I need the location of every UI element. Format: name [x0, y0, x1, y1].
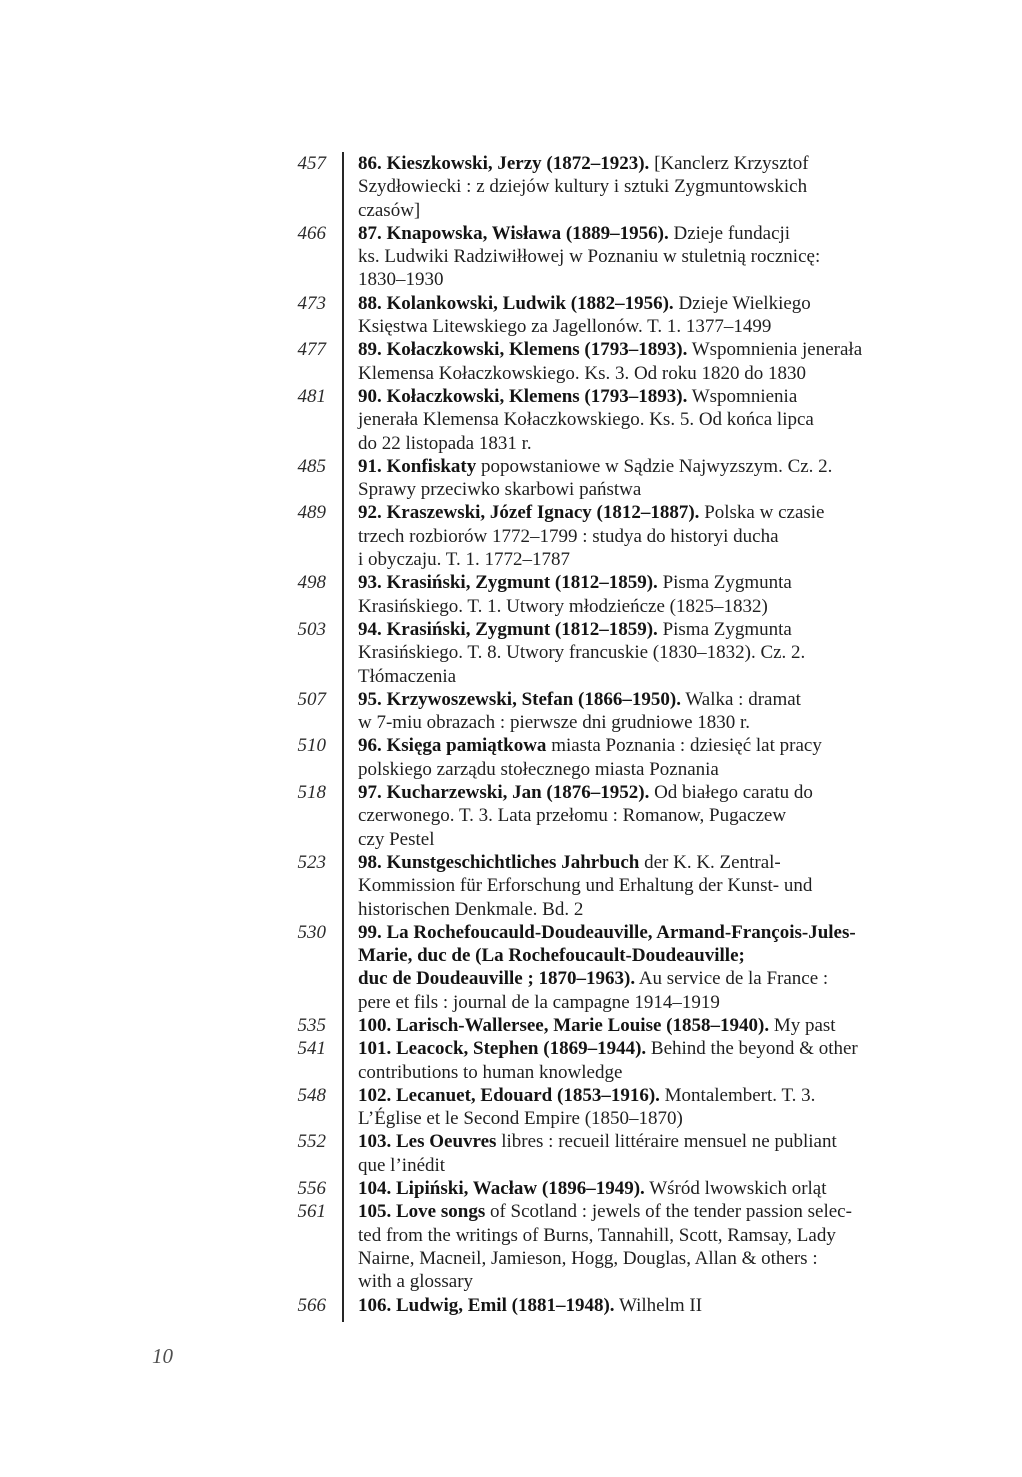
entry-title-text: Pisma Zygmunta: [657, 618, 792, 640]
entry-title-text: Wilhelm II: [614, 1294, 703, 1316]
entry-page-ref: 507: [297, 688, 326, 710]
entry-title-text: Walka : dramat: [680, 688, 801, 710]
entry-page-ref: 535: [297, 1014, 326, 1036]
entry-heading-bold: 96. Księga pamiątkowa: [358, 735, 547, 757]
entry-heading-bold: 91. Konfiskaty: [358, 455, 477, 477]
entry-heading-bold: 102. Lecanuet, Edouard (1853–1916).: [358, 1084, 660, 1106]
entry-page-ref: 481: [297, 385, 326, 407]
entry-row: [0, 1037, 1022, 1084]
entry-title-text: i obyczaju. T. 1. 1772–1787: [358, 549, 570, 571]
entry-heading-bold: 101. Leacock, Stephen (1869–1944).: [358, 1038, 647, 1060]
entry-page-ref: 530: [297, 921, 326, 943]
entry-title-text: w 7-miu obrazach : pierwsze dni grudniowe 1830 r.: [358, 712, 751, 734]
entry-title-text: Dzieje Wielkiego: [673, 292, 811, 314]
entry-title-text: czerwonego. T. 3. Lata przełomu : Romanow, Pugaczew: [358, 805, 787, 827]
entry-heading-bold: 94. Krasiński, Zygmunt (1812–1859).: [358, 618, 658, 640]
entry-row: [0, 851, 1022, 921]
entry-page-ref: 457: [297, 153, 326, 174]
entry-heading-bold: 90. Kołaczkowski, Klemens (1793–1893).: [358, 385, 688, 407]
entry-line: [358, 898, 812, 921]
entry-line: [358, 338, 862, 361]
entry-title-text: czy Pestel: [358, 828, 435, 850]
entry-title-text: popowstaniowe w Sądzie Najwyzszym. Cz. 2.: [476, 455, 833, 477]
page-number: 10: [152, 1344, 173, 1368]
entry-text: [358, 921, 856, 1014]
entry-row: [0, 734, 1022, 781]
entry-page-ref: 473: [297, 292, 326, 314]
entry-row: [0, 618, 1022, 688]
entry-line: [358, 525, 825, 548]
entry-line: [358, 991, 856, 1014]
entry-title-text: Nairne, Macneil, Jamieson, Hogg, Douglas, Allan & others :: [358, 1247, 818, 1269]
entry-text: [358, 571, 792, 618]
entry-line: [358, 432, 814, 455]
entry-title-text: Tłómaczenia: [358, 665, 457, 687]
entry-line: [358, 268, 820, 291]
bibliography-list: [0, 152, 1022, 1317]
entry-heading-bold: 95. Krzywoszewski, Stefan (1866–1950).: [358, 688, 681, 710]
entry-title-text: Wspomnienia: [687, 385, 798, 407]
entry-page-ref: 510: [297, 735, 326, 757]
entry-row: [0, 1200, 1022, 1293]
entry-page-ref: 518: [297, 782, 326, 804]
entry-heading-bold: duc de Doudeauville ; 1870–1963).: [358, 968, 636, 990]
entry-line: [358, 758, 822, 781]
entry-row: [0, 222, 1022, 292]
entry-text: [358, 1014, 836, 1037]
entry-row: [0, 921, 1022, 1014]
entry-title-text: with a glossary: [358, 1271, 474, 1293]
entry-text: [358, 1177, 827, 1200]
entry-line: [358, 1061, 858, 1084]
entry-page-ref: 548: [297, 1084, 326, 1106]
entry-line: [358, 734, 822, 757]
entry-title-text: L’Église et le Second Empire (1850–1870): [358, 1108, 683, 1130]
entry-line: [358, 1200, 852, 1223]
entry-title-text: trzech rozbiorów 1772–1799 : studya do historyi ducha: [358, 525, 779, 547]
entry-line: [358, 1294, 702, 1317]
entry-text: [358, 1200, 852, 1293]
entry-title-text: Krasińskiego. T. 1. Utwory młodzieńcze (1825–1832): [358, 595, 768, 617]
entry-text: [358, 688, 801, 735]
entry-page-ref: 523: [297, 851, 326, 873]
entry-title-text: Szydłowiecki : z dziejów kultury i sztuki Zygmuntowskich: [358, 176, 808, 198]
entry-title-text: der K. K. Zentral-: [639, 851, 781, 873]
entry-line: [358, 1224, 852, 1247]
entry-page-ref: 466: [297, 222, 326, 244]
entry-line: [358, 292, 811, 315]
entry-line: [358, 711, 801, 734]
entry-text: [358, 338, 862, 385]
entry-title-text: Klemensa Kołaczkowskiego. Ks. 3. Od roku 1820 do 1830: [358, 362, 807, 384]
entry-line: [358, 781, 813, 804]
entry-title-text: Wspomnienia jenerała: [687, 339, 863, 361]
entry-line: [358, 618, 805, 641]
entry-text: [358, 455, 832, 502]
entry-line: [358, 874, 812, 897]
entry-line: [358, 595, 792, 618]
entry-text: [358, 385, 814, 455]
entry-row: [0, 292, 1022, 339]
entry-heading-bold: 88. Kolankowski, Ludwik (1882–1956).: [358, 292, 674, 314]
entry-line: [358, 641, 805, 664]
entry-heading-bold: Marie, duc de (La Rochefoucault-Doudeauville;: [358, 945, 745, 967]
entry-title-text: Polska w czasie: [699, 502, 825, 524]
entry-title-text: que l’inédit: [358, 1154, 446, 1176]
entry-line: [358, 1154, 837, 1177]
entry-page-ref: 552: [297, 1131, 326, 1153]
entry-text: [358, 501, 825, 571]
entry-line: [358, 1177, 827, 1200]
entry-line: [358, 688, 801, 711]
entry-line: [358, 455, 832, 478]
entry-row: [0, 1294, 1022, 1317]
entry-title-text: polskiego zarządu stołecznego miasta Poznania: [358, 758, 719, 780]
entry-title-text: Pisma Zygmunta: [657, 572, 792, 594]
entry-line: [358, 152, 809, 175]
entry-line: [358, 944, 856, 967]
entry-text: [358, 152, 809, 222]
entry-row: [0, 455, 1022, 502]
entry-heading-bold: 92. Kraszewski, Józef Ignacy (1812–1887).: [358, 502, 700, 524]
entry-title-text: [Kanclerz Krzysztof: [649, 153, 809, 174]
entry-line: [358, 501, 825, 524]
entry-row: [0, 1177, 1022, 1200]
entry-title-text: ted from the writings of Burns, Tannahill, Scott, Ramsay, Lady: [358, 1224, 836, 1246]
entry-line: [358, 385, 814, 408]
entry-heading-bold: 86. Kieszkowski, Jerzy (1872–1923).: [358, 153, 650, 174]
entry-line: [358, 548, 825, 571]
entry-heading-bold: 105. Love songs: [358, 1201, 486, 1223]
entry-page-ref: 498: [297, 572, 326, 594]
entry-title-text: My past: [769, 1014, 836, 1036]
entry-line: [358, 222, 820, 245]
entry-page-ref: 503: [297, 618, 326, 640]
entry-title-text: Behind the beyond & other: [646, 1038, 858, 1060]
entry-page-ref: 566: [297, 1294, 326, 1316]
entry-page-ref: 561: [297, 1201, 326, 1223]
entry-row: [0, 688, 1022, 735]
entry-line: [358, 1107, 815, 1130]
entry-row: [0, 152, 1022, 222]
entry-heading-bold: 87. Knapowska, Wisława (1889–1956).: [358, 222, 669, 244]
entry-title-text: Krasińskiego. T. 8. Utwory francuskie (1830–1832). Cz. 2.: [358, 642, 806, 664]
entry-title-text: Au service de la France :: [635, 968, 829, 990]
entry-line: [358, 571, 792, 594]
entry-row: [0, 571, 1022, 618]
entry-title-text: Wśród lwowskich orląt: [644, 1178, 827, 1200]
entry-title-text: Księstwa Litewskiego za Jagellonów. T. 1. 1377–1499: [358, 316, 772, 338]
entry-row: [0, 385, 1022, 455]
entry-line: [358, 408, 814, 431]
entry-title-text: czasów]: [358, 199, 421, 221]
entry-title-text: contributions to human knowledge: [358, 1061, 623, 1083]
entry-heading-bold: 97. Kucharzewski, Jan (1876–1952).: [358, 782, 650, 804]
entry-line: [358, 967, 856, 990]
entry-title-text: libres : recueil littéraire mensuel ne publiant: [496, 1131, 837, 1153]
entry-page-ref: 556: [297, 1178, 326, 1200]
entry-heading-bold: 100. Larisch-Wallersee, Marie Louise (1858–1940).: [358, 1014, 770, 1036]
entry-line: [358, 828, 813, 851]
entry-title-text: pere et fils : journal de la campagne 1914–1919: [358, 991, 720, 1013]
entry-title-text: historischen Denkmale. Bd. 2: [358, 898, 584, 920]
entry-text: [358, 1130, 837, 1177]
entry-title-text: of Scotland : jewels of the tender passion selec-: [485, 1201, 852, 1223]
entry-title-text: Sprawy przeciwko skarbowi państwa: [358, 479, 642, 501]
entry-page-ref: 541: [297, 1038, 326, 1060]
entry-text: [358, 851, 812, 921]
entry-line: [358, 1084, 815, 1107]
entry-title-text: 1830–1930: [358, 269, 444, 291]
entry-row: [0, 781, 1022, 851]
entry-heading-bold: 98. Kunstgeschichtliches Jahrbuch: [358, 851, 640, 873]
entry-heading-bold: 103. Les Oeuvres: [358, 1131, 497, 1153]
entry-line: [358, 1014, 836, 1037]
entry-line: [358, 1130, 837, 1153]
entry-line: [358, 851, 812, 874]
entry-heading-bold: 89. Kołaczkowski, Klemens (1793–1893).: [358, 339, 688, 361]
entry-title-text: Kommission für Erforschung und Erhaltung der Kunst- und: [358, 875, 813, 897]
entry-text: [358, 292, 811, 339]
entry-text: [358, 734, 822, 781]
entry-title-text: Od białego caratu do: [649, 782, 813, 804]
entry-line: [358, 1247, 852, 1270]
entry-title-text: Dzieje fundacji: [668, 222, 791, 244]
entry-line: [358, 1270, 852, 1293]
entry-text: [358, 1294, 702, 1317]
entry-line: [358, 921, 856, 944]
entry-line: [358, 804, 813, 827]
entry-text: [358, 1084, 815, 1131]
entry-row: [0, 338, 1022, 385]
entry-row: [0, 1084, 1022, 1131]
entry-text: [358, 222, 820, 292]
entry-line: [358, 1037, 858, 1060]
entry-title-text: jenerała Klemensa Kołaczkowskiego. Ks. 5. Od końca lipca: [358, 409, 814, 431]
entry-line: [358, 199, 809, 222]
entry-row: [0, 1014, 1022, 1037]
entry-page-ref: 477: [297, 339, 326, 361]
entry-heading-bold: 106. Ludwig, Emil (1881–1948).: [358, 1294, 615, 1316]
entry-page-ref: 489: [297, 502, 326, 524]
entry-heading-bold: 93. Krasiński, Zygmunt (1812–1859).: [358, 572, 658, 594]
entry-heading-bold: 104. Lipiński, Wacław (1896–1949).: [358, 1178, 645, 1200]
entry-line: [358, 175, 809, 198]
entry-heading-bold: 99. La Rochefoucauld-Doudeauville, Armand-François-Jules-: [358, 921, 856, 943]
entry-text: [358, 1037, 858, 1084]
entry-page-ref: 485: [297, 455, 326, 477]
entry-line: [358, 665, 805, 688]
entry-text: [358, 781, 813, 851]
entry-row: [0, 1130, 1022, 1177]
entry-line: [358, 478, 832, 501]
entry-title-text: Montalembert. T. 3.: [659, 1084, 816, 1106]
entry-text: [358, 618, 805, 688]
entry-line: [358, 245, 820, 268]
entry-title-text: miasta Poznania : dziesięć lat pracy: [546, 735, 822, 757]
entry-title-text: do 22 listopada 1831 r.: [358, 432, 532, 454]
entry-line: [358, 362, 862, 385]
entry-line: [358, 315, 811, 338]
entry-row: [0, 501, 1022, 571]
entry-title-text: ks. Ludwiki Radziwiłłowej w Poznaniu w stuletnią rocznicę:: [358, 246, 821, 268]
